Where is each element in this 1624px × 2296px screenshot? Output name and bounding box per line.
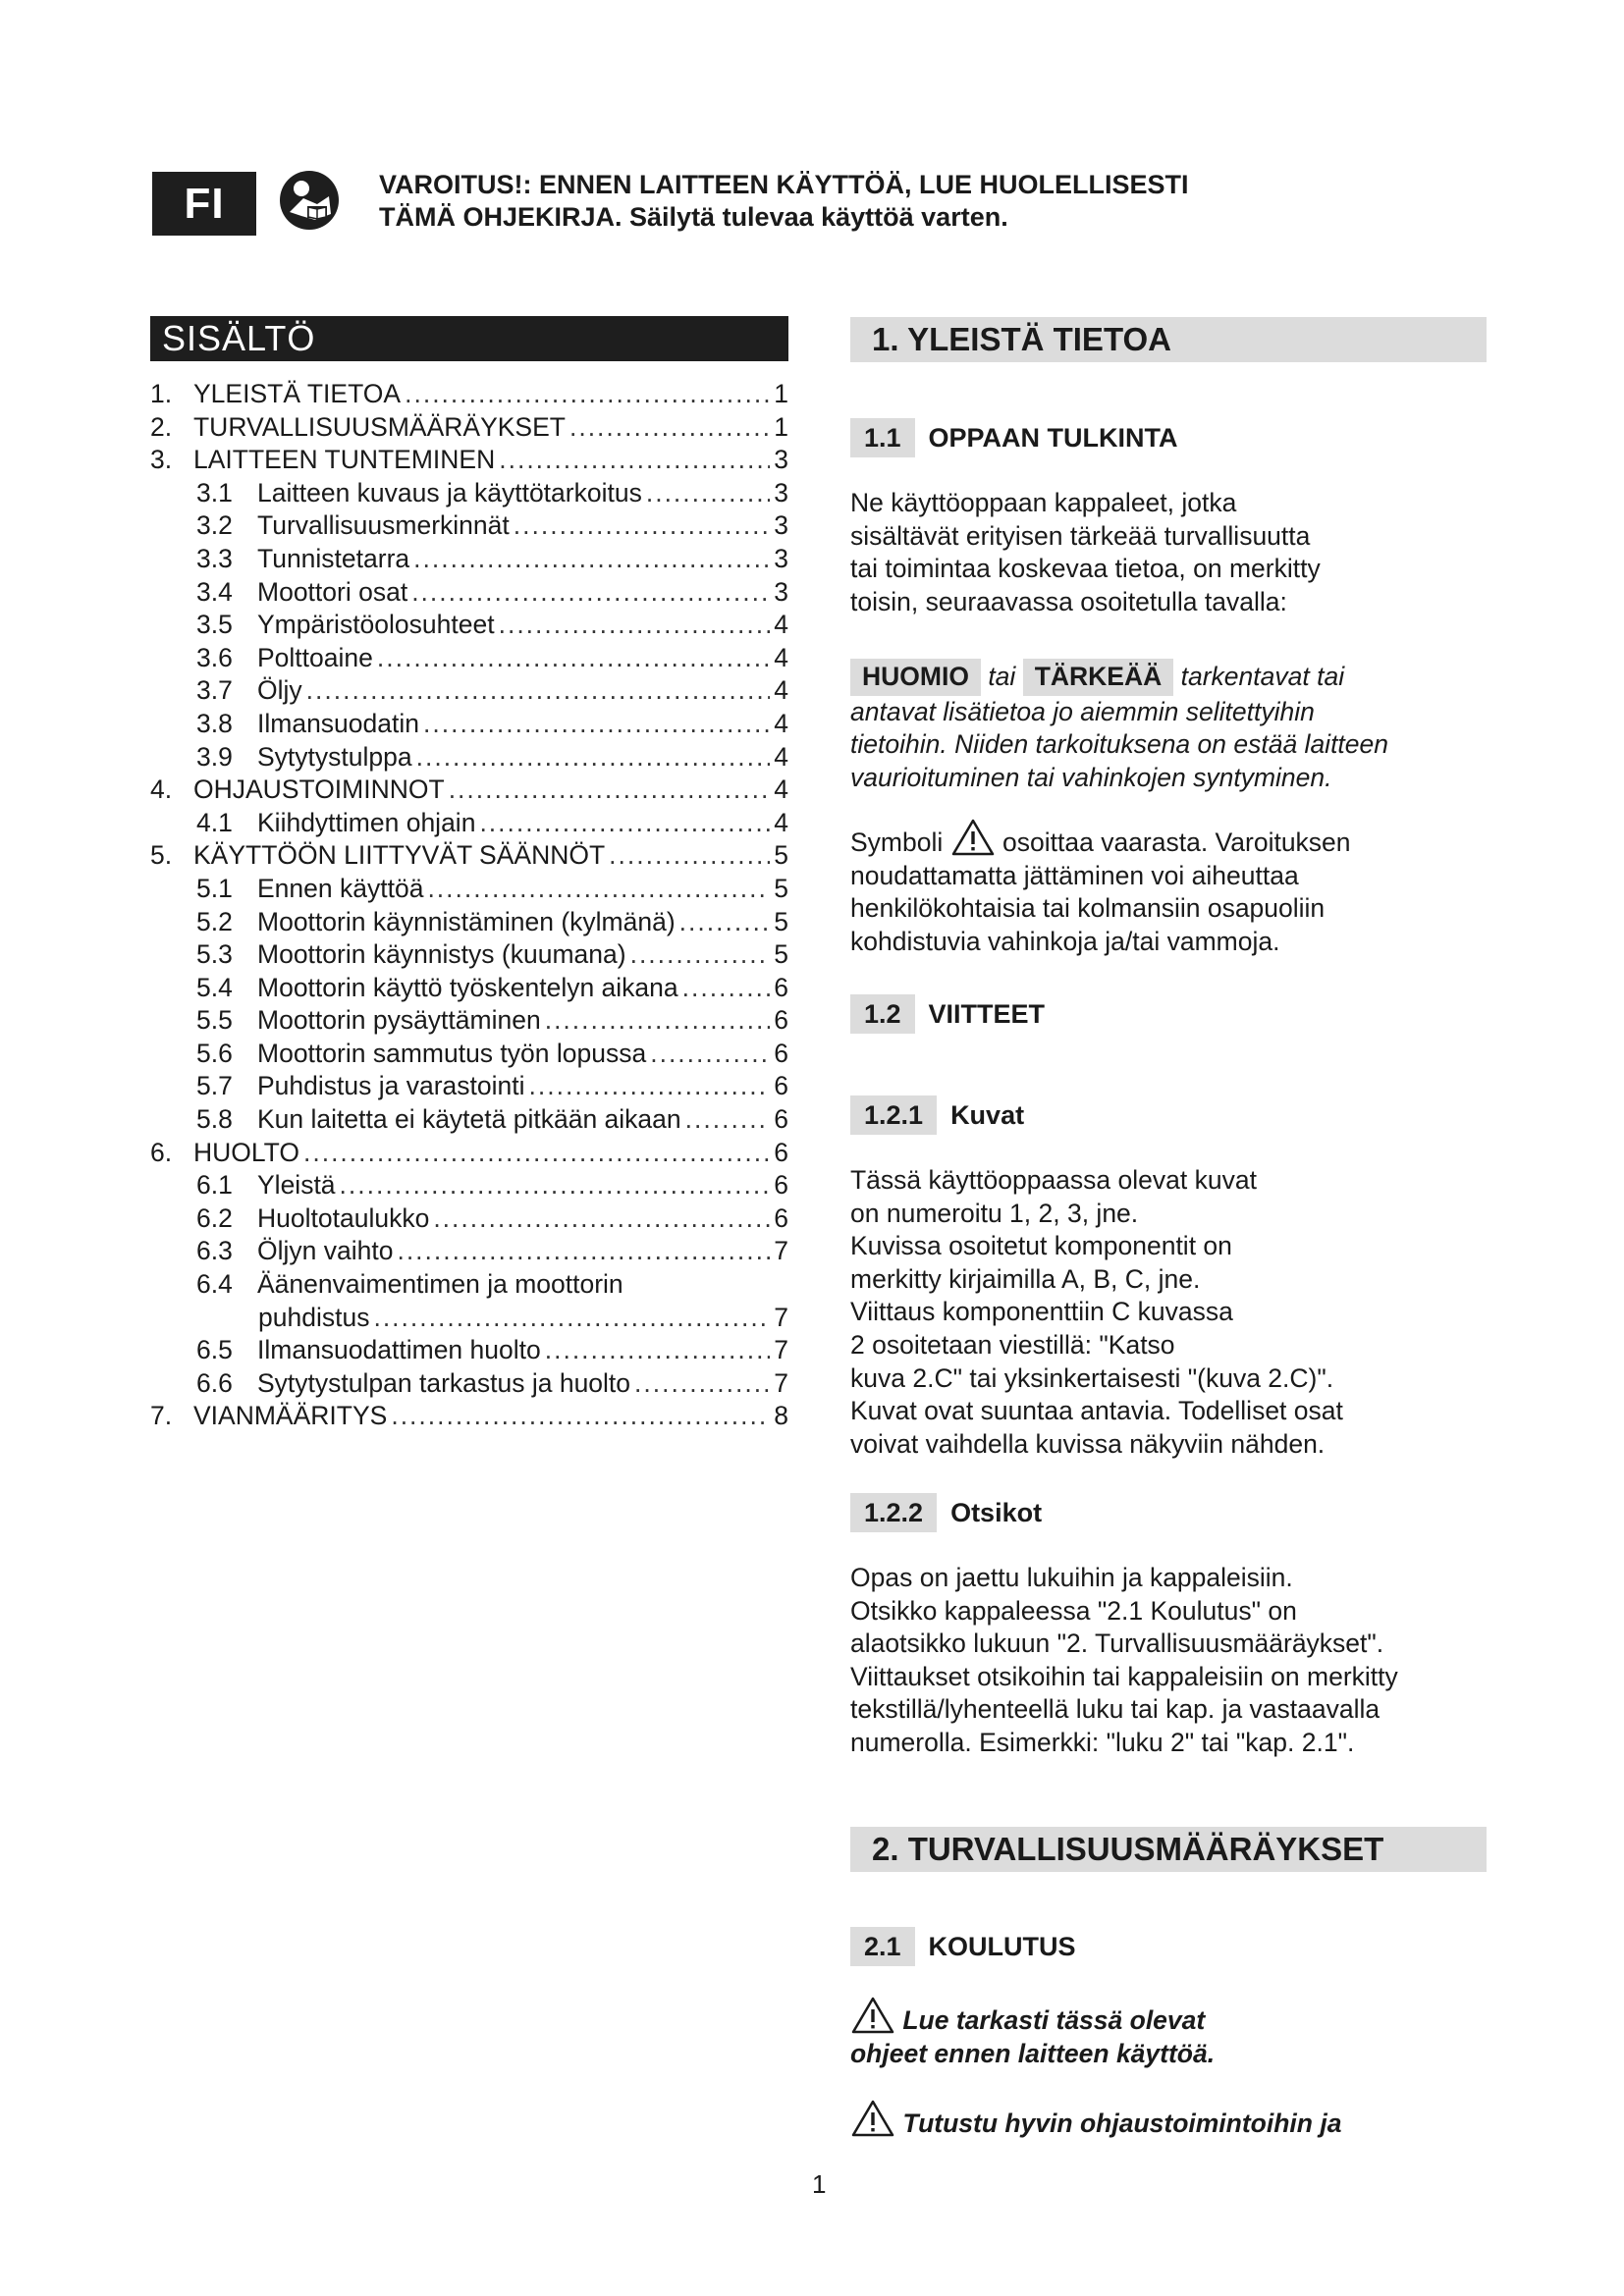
toc-entry-page: 3	[774, 510, 788, 541]
toc-entry-number: 7.	[150, 1401, 173, 1431]
toc-leader-dots	[427, 873, 770, 906]
section-number: 1.2.1	[850, 1095, 937, 1135]
toc-entry-page: 6	[774, 1071, 788, 1101]
symbol-text-post: osoittaa vaarasta. Varoituksen	[1002, 828, 1351, 857]
text-line: Viittaukset otsikoihin tai kappaleisiin on merkitty	[850, 1661, 1398, 1691]
toc-leader-dots	[373, 1302, 770, 1335]
toc-entry	[150, 1334, 788, 1367]
toc-entry	[150, 741, 788, 774]
toc-entry-page: 4	[774, 708, 788, 738]
text-line: on numeroitu 1, 2, 3, jne.	[850, 1198, 1139, 1228]
warning-text: ohjeet ennen laitteen käyttöä.	[850, 2038, 1216, 2068]
toc-entry-number: 5.4	[196, 972, 233, 1002]
warning-2	[850, 2099, 1487, 2141]
toc-leader-dots	[449, 774, 771, 807]
text-line: voivat vaihdella kuvissa näkyviin nähden.	[850, 1428, 1326, 1459]
language-badge: FI	[152, 172, 256, 236]
toc-entry	[150, 1367, 788, 1401]
toc-entry-page: 8	[774, 1401, 788, 1431]
toc-leader-dots	[303, 1137, 770, 1170]
toc-entry	[150, 708, 788, 741]
toc-entry-number: 1.	[150, 379, 173, 408]
toc-entry-label: Moottorin käynnistys (kuumana)	[257, 939, 626, 970]
toc-entry-page: 7	[774, 1335, 788, 1365]
toc-entry-number: 5.	[150, 840, 173, 871]
toc-entry-page: 6	[774, 972, 788, 1002]
toc-entry	[150, 609, 788, 642]
toc-entry-number: 6.2	[196, 1202, 233, 1233]
warning-text: Tutustu hyvin ohjaustoimintoihin ja	[902, 2109, 1342, 2138]
toc-entry-number: 5.3	[196, 939, 233, 970]
toc-leader-dots	[411, 576, 770, 610]
toc-entry-page: 3	[774, 445, 788, 475]
section-1-2-1-heading	[850, 1095, 1024, 1135]
toc-entry-number: 3.9	[196, 741, 233, 772]
toc-leader-dots	[433, 1202, 770, 1236]
symbol-text-pre: Symboli	[850, 828, 944, 857]
toc-entry-label: Moottorin käyttö työskentelyn aikana	[257, 972, 678, 1002]
warning-line-2: TÄMÄ OHJEKIRJA. Säilytä tulevaa käyttöä varten.	[379, 202, 1008, 232]
toc-entry-label: Turvallisuusmerkinnät	[257, 510, 510, 541]
text-line: Viittaus komponenttiin C kuvassa	[850, 1297, 1233, 1327]
text-line: Kuvat ovat suuntaa antavia. Todelliset osat	[850, 1396, 1343, 1426]
text-line: tai toimintaa koskevaa tietoa, on merkitty	[850, 554, 1321, 584]
warning-2-line-1	[850, 2099, 1487, 2141]
toc-entry-number: 3.	[150, 445, 173, 475]
toc-leader-dots	[650, 1038, 770, 1071]
toc-entry-page: 6	[774, 1137, 788, 1167]
toc-entry-page: 7	[774, 1236, 788, 1266]
toc-entry	[150, 444, 788, 477]
toc-entry-label: Moottorin sammutus työn lopussa	[257, 1038, 647, 1068]
toc-entry-label: Öljy	[257, 675, 302, 706]
page-number: 1	[812, 2169, 827, 2199]
section-number: 1.2.2	[850, 1493, 937, 1532]
section-1-1-text	[850, 487, 1487, 618]
toc-entry	[150, 576, 788, 610]
toc-entry	[150, 642, 788, 675]
toc-entry-label: puhdistus	[258, 1302, 370, 1332]
toc-entry	[150, 1038, 788, 1071]
toc-entry-label: Kun laitetta ei käytetä pitkään aikaan	[257, 1104, 681, 1135]
toc-entry-number: 3.1	[196, 477, 233, 507]
toc-entry	[150, 1070, 788, 1103]
text-line: Opas on jaettu lukuihin ja kappaleisiin.	[850, 1563, 1293, 1592]
toc-entry-label: Ilmansuodattimen huolto	[257, 1335, 541, 1365]
toc-entry	[150, 1103, 788, 1137]
text-line: henkilökohtaisia tai kolmansiin osapuoliin	[850, 893, 1326, 924]
toc-entry	[150, 1004, 788, 1038]
toc-entry-label: LAITTEEN TUNTEMINEN	[193, 445, 496, 475]
toc-leader-dots	[377, 642, 770, 675]
toc-leader-dots	[679, 906, 771, 939]
toc-leader-dots	[682, 972, 771, 1005]
toc-entry	[150, 1268, 788, 1302]
warning-text: Lue tarkasti tässä olevat	[902, 2005, 1206, 2035]
note-first-line	[850, 659, 1487, 696]
toc-entry-number: 5.7	[196, 1071, 233, 1101]
toc-leader-dots	[685, 1103, 771, 1137]
toc-entry-label: Ennen käyttöä	[257, 873, 424, 903]
text-line: numerolla. Esimerkki: "luku 2" tai "kap. 2.1".	[850, 1727, 1355, 1757]
toc-entry-label: Tunnistetarra	[257, 543, 410, 573]
toc-entry	[150, 1235, 788, 1268]
toc-entry-label: Puhdistus ja varastointi	[257, 1071, 525, 1101]
toc-entry	[150, 378, 788, 411]
toc-entry-label: Ympäristöolosuhteet	[257, 610, 495, 640]
toc-entry-label: HUOLTO	[193, 1137, 299, 1167]
toc-entry-number: 6.1	[196, 1170, 233, 1201]
toc-title: SISÄLTÖ	[150, 316, 788, 361]
toc-entry-number: 5.6	[196, 1038, 233, 1068]
section-1-2-2-text	[850, 1562, 1487, 1760]
toc-entry-number: 3.8	[196, 708, 233, 738]
warning-line-1: VAROITUS!: ENNEN LAITTEEN KÄYTTÖÄ, LUE HUOLELLISESTI	[379, 170, 1189, 199]
toc-entry	[150, 674, 788, 708]
section-1-1-heading	[850, 418, 1178, 457]
toc-entry-label: TURVALLISUUSMÄÄRÄYKSET	[193, 411, 566, 442]
text-line: tietoihin. Niiden tarkoituksena on estää laitteen	[850, 729, 1389, 760]
toc-leader-dots	[630, 938, 771, 972]
toc-entry-label: KÄYTTÖÖN LIITTYVÄT SÄÄNNÖT	[193, 840, 606, 871]
text-line: 2 osoitetaan viestillä: "Katso	[850, 1329, 1175, 1360]
read-manual-icon	[278, 169, 341, 232]
toc-entry-label: Huoltotaulukko	[257, 1202, 430, 1233]
warning-1	[850, 1996, 1487, 2070]
section-title: VIITTEET	[928, 998, 1046, 1029]
toc-entry-label: Moottorin käynnistäminen (kylmänä)	[257, 906, 676, 936]
text-line: vaurioituminen tai vahinkojen syntyminen.	[850, 762, 1332, 792]
toc-entry	[150, 1400, 788, 1433]
toc-leader-dots	[569, 411, 770, 445]
toc-entry-number: 6.5	[196, 1335, 233, 1365]
toc-entry-label: Sytytystulppa	[257, 741, 412, 772]
toc-entry-page: 4	[774, 774, 788, 805]
toc-entry	[150, 1137, 788, 1170]
section-number: 2.1	[850, 1927, 915, 1966]
toc-leader-dots	[306, 674, 771, 708]
toc-entry-page: 7	[774, 1367, 788, 1398]
toc-entry-number: 6.6	[196, 1367, 233, 1398]
toc-entry-number: 3.3	[196, 543, 233, 573]
toc-entry-number: 3.5	[196, 610, 233, 640]
section-1-2-heading	[850, 994, 1045, 1034]
toc-entry-label: Polttoaine	[257, 642, 373, 672]
toc-entry	[150, 1202, 788, 1236]
toc-leader-dots	[499, 609, 771, 642]
toc-entry-number: 5.8	[196, 1104, 233, 1135]
toc-entry	[150, 543, 788, 576]
toc-entry	[150, 972, 788, 1005]
toc-entry-number: 3.4	[196, 576, 233, 607]
toc-entry-page: 4	[774, 675, 788, 706]
toc-leader-dots	[423, 708, 770, 741]
toc-entry	[150, 839, 788, 873]
toc-entry	[150, 774, 788, 807]
warning-header	[379, 169, 1312, 234]
note-paragraph	[850, 659, 1487, 794]
toc-entry-page: 4	[774, 610, 788, 640]
toc-entry-number: 5.5	[196, 1005, 233, 1036]
toc-entry	[150, 807, 788, 840]
toc-entry-page: 6	[774, 1038, 788, 1068]
symbol-paragraph	[850, 818, 1487, 958]
section-title: KOULUTUS	[928, 1931, 1076, 1961]
toc-entry-number: 4.	[150, 774, 173, 805]
toc-entry-page: 1	[774, 379, 788, 408]
text-line: noudattamatta jättäminen voi aiheuttaa	[850, 860, 1299, 890]
toc-entry-page: 5	[774, 906, 788, 936]
toc-leader-dots	[340, 1169, 771, 1202]
toc-leader-dots	[646, 477, 770, 510]
section-number: 1.1	[850, 418, 915, 457]
text-line: toisin, seuraavassa osoitetulla tavalla:	[850, 586, 1287, 616]
toc-entry-page: 5	[774, 840, 788, 871]
toc-entry-page: 3	[774, 576, 788, 607]
toc-entry-page: 5	[774, 873, 788, 903]
toc-entry	[150, 938, 788, 972]
warning-triangle-icon	[850, 1996, 895, 2035]
toc-leader-dots	[529, 1070, 771, 1103]
toc-entry-label: YLEISTÄ TIETOA	[193, 379, 402, 408]
toc-entry	[150, 906, 788, 939]
warning-1-line-1	[850, 1996, 1487, 2038]
toc-leader-dots	[416, 741, 771, 774]
section-2-heading: 2. TURVALLISUUSMÄÄRÄYKSET	[850, 1827, 1487, 1872]
section-1-heading: 1. YLEISTÄ TIETOA	[850, 317, 1487, 362]
text-line: kuva 2.C" tai yksinkertaisesti "(kuva 2.C)".	[850, 1362, 1334, 1393]
toc-entry-page: 4	[774, 642, 788, 672]
toc-entry-label: Sytytystulpan tarkastus ja huolto	[257, 1367, 631, 1398]
note-tag-huomio: HUOMIO	[850, 659, 981, 696]
toc-leader-dots	[514, 509, 771, 543]
text-line: Ne käyttöoppaan kappaleet, jotka	[850, 488, 1237, 517]
toc-entry-page: 6	[774, 1170, 788, 1201]
note-line-rest: tarkentavat tai	[1180, 662, 1345, 691]
text-line: tekstillä/lyhenteellä luku tai kap. ja vastaavalla	[850, 1694, 1380, 1725]
toc-entry-number: 5.2	[196, 906, 233, 936]
toc-leader-dots	[609, 839, 770, 873]
text-line: Tässä käyttöoppaassa olevat kuvat	[850, 1165, 1257, 1195]
text-line: sisältävät erityisen tärkeää turvallisuutta	[850, 520, 1311, 551]
note-or: tai	[988, 662, 1016, 691]
text-line: Kuvissa osoitetut komponentit on	[850, 1231, 1232, 1261]
toc-entry-page: 6	[774, 1005, 788, 1036]
warning-triangle-icon	[850, 2099, 895, 2138]
toc-leader-dots	[545, 1334, 771, 1367]
section-title: Otsikot	[950, 1497, 1043, 1527]
toc-entry-number: 2.	[150, 411, 173, 442]
section-title: OPPAAN TULKINTA	[928, 422, 1178, 453]
toc-entry-label: Kiihdyttimen ohjain	[257, 807, 476, 837]
toc-entry-number: 6.4	[196, 1269, 233, 1300]
section-1-2-2-heading	[850, 1493, 1042, 1532]
table-of-contents	[150, 378, 788, 1433]
toc-entry-page: 4	[774, 741, 788, 772]
text-line: antavat lisätietoa jo aiemmin selitettyihin	[850, 696, 1315, 726]
toc-entry-number: 4.1	[196, 807, 233, 837]
toc-entry-number: 5.1	[196, 873, 233, 903]
toc-entry-number: 3.7	[196, 675, 233, 706]
toc-entry	[150, 411, 788, 445]
toc-entry-number: 3.2	[196, 510, 233, 541]
toc-entry	[150, 873, 788, 906]
toc-entry-label: VIANMÄÄRITYS	[193, 1401, 388, 1431]
toc-entry-page: 4	[774, 807, 788, 837]
toc-leader-dots	[413, 543, 770, 576]
toc-entry-label: Yleistä	[257, 1170, 336, 1201]
toc-entry	[150, 477, 788, 510]
toc-entry-label: Ilmansuodatin	[257, 708, 419, 738]
toc-leader-dots	[634, 1367, 770, 1401]
section-title: Kuvat	[950, 1099, 1025, 1130]
section-1-2-1-text	[850, 1164, 1487, 1461]
toc-entry-number: 6.	[150, 1137, 173, 1167]
toc-entry-page: 6	[774, 1202, 788, 1233]
toc-leader-dots	[397, 1235, 770, 1268]
toc-entry-page: 3	[774, 543, 788, 573]
toc-leader-dots	[499, 444, 770, 477]
toc-entry	[150, 1169, 788, 1202]
text-line: Otsikko kappaleessa "2.1 Koulutus" on	[850, 1595, 1297, 1626]
toc-entry-page: 1	[774, 411, 788, 442]
toc-leader-dots	[405, 378, 770, 411]
toc-entry-label: OHJAUSTOIMINNOT	[193, 774, 445, 805]
toc-entry-label: Äänenvaimentimen ja moottorin	[257, 1269, 623, 1300]
text-line: merkitty kirjaimilla A, B, C, jne.	[850, 1263, 1201, 1294]
toc-entry-page: 7	[774, 1302, 788, 1332]
toc-entry	[150, 1302, 788, 1335]
toc-entry-page: 3	[774, 477, 788, 507]
toc-leader-dots	[545, 1004, 771, 1038]
text-line: kohdistuvia vahinkoja ja/tai vammoja.	[850, 926, 1280, 956]
toc-entry-number: 3.6	[196, 642, 233, 672]
toc-entry-page: 5	[774, 939, 788, 970]
section-number: 1.2	[850, 994, 915, 1034]
toc-entry	[150, 509, 788, 543]
symbol-first-line	[850, 818, 1487, 860]
toc-entry-number: 6.3	[196, 1236, 233, 1266]
toc-leader-dots	[391, 1400, 770, 1433]
text-line: alaotsikko lukuun "2. Turvallisuusmääräykset".	[850, 1629, 1384, 1659]
section-2-1-heading	[850, 1927, 1076, 1966]
toc-entry-label: Moottorin pysäyttäminen	[257, 1005, 541, 1036]
toc-entry-label: Laitteen kuvaus ja käyttötarkoitus	[257, 477, 642, 507]
toc-entry-label: Moottori osat	[257, 576, 408, 607]
toc-leader-dots	[479, 807, 770, 840]
toc-entry-page: 6	[774, 1104, 788, 1135]
toc-entry-label: Öljyn vaihto	[257, 1236, 394, 1266]
note-tag-tarkeaa: TÄRKEÄÄ	[1023, 659, 1174, 696]
warning-triangle-icon	[950, 818, 996, 857]
